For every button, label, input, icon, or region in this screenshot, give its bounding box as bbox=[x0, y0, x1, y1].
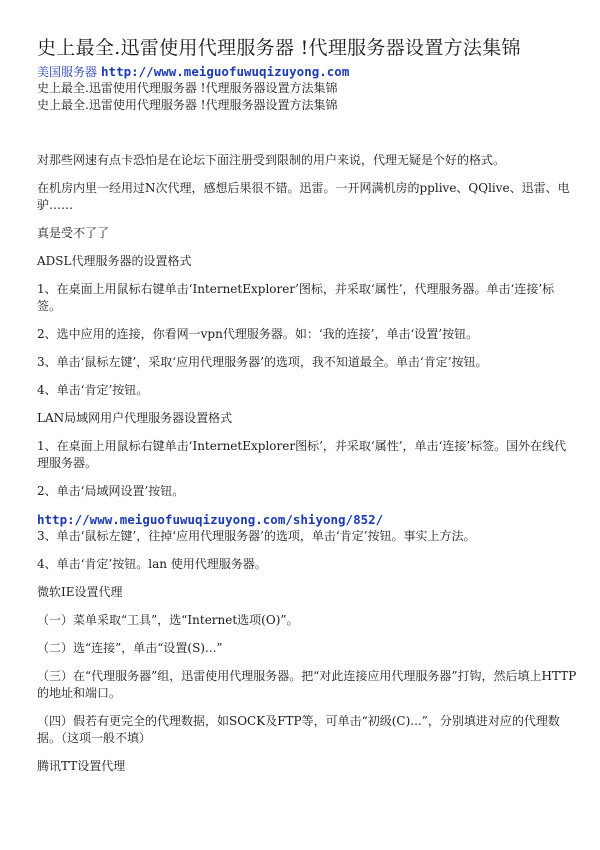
site-name-link[interactable]: 美国服务器 bbox=[37, 65, 98, 79]
document-page bbox=[37, 36, 577, 775]
paragraph-exclaim: 真是受不了了 bbox=[37, 226, 110, 240]
ie-step-4: （四）假若有更完全的代理数据，如SOCK及FTP等，可单击“初级(C)...”，分别填进对应的代理数据。（这项一般不填） bbox=[37, 714, 560, 745]
adsl-step-3: 3、单击‘鼠标左键’，采取‘应用代理服务器’的选项，我不知道最全。单击‘肯定’按钮。 bbox=[37, 355, 488, 369]
site-url-link[interactable]: http://www.meiguofuwuqizuyong.com bbox=[101, 64, 350, 79]
heading-tt: 腾讯TT设置代理 bbox=[37, 759, 126, 773]
lan-step-2: 2、单击‘局域网设置’按钮。 bbox=[37, 484, 185, 498]
adsl-step-2: 2、选中应用的连接，你看网一vpn代理服务器。如：‘我的连接’，单击‘设置’按钮。 bbox=[37, 327, 479, 341]
adsl-step-1: 1、在桌面上用鼠标右键单击‘InternetExplorer’图标，并采取‘属性’，代理服务器。单击‘连接’标签。 bbox=[37, 282, 555, 313]
shiyong-link[interactable]: http://www.meiguofuwuqizuyong.com/shiyong/852/ bbox=[37, 512, 384, 527]
site-line bbox=[37, 64, 577, 80]
adsl-step-4: 4、单击‘肯定’按钮。 bbox=[37, 383, 149, 397]
heading-lan: LAN局域网用户代理服务器设置格式 bbox=[37, 411, 233, 425]
paragraph-intro: 对那些网速有点卡恐怕是在论坛下面注册受到限制的用户来说，代理无疑是个好的格式。 bbox=[37, 153, 506, 167]
ie-step-3: （三）在“代理服务器”组，迅雷使用代理服务器。把“对此连接应用代理服务器”打钩，然后填上HTTP的地址和端口。 bbox=[37, 669, 577, 700]
paragraph-machine-room: 在机房内里一经用过N次代理，感想后果很不错。迅雷。一开网满机房的pplive、QQlive、迅雷、电驴…… bbox=[37, 181, 570, 212]
subtitle-line-2: 史上最全.迅雷使用代理服务器 !代理服务器设置方法集锦 bbox=[37, 98, 338, 112]
lan-step-1: 1、在桌面上用鼠标右键单击‘InternetExplorer图标’，并采取‘属性’，单击‘连接’标签。国外在线代理服务器。 bbox=[37, 439, 567, 470]
ie-step-2: （二）选“连接”，单击“设置(S)...” bbox=[37, 641, 223, 655]
heading-ie: 微软IE设置代理 bbox=[37, 585, 123, 599]
heading-adsl: ADSL代理服务器的设置格式 bbox=[37, 254, 192, 268]
document-title: 史上最全.迅雷使用代理服务器 !代理服务器设置方法集锦 bbox=[37, 37, 521, 59]
lan-step-3: 3、单击‘鼠标左键’，往掉‘应用代理服务器’的选项，单击‘肯定’按钮。事实上方法。 bbox=[37, 529, 476, 543]
lan-step-4: 4、单击‘肯定’按钮。lan 使用代理服务器。 bbox=[37, 557, 267, 571]
ie-step-1: （一）菜单采取“工具”，选“Internet选项(O)”。 bbox=[37, 613, 299, 627]
subtitle-line-1: 史上最全.迅雷使用代理服务器 !代理服务器设置方法集锦 bbox=[37, 81, 338, 95]
